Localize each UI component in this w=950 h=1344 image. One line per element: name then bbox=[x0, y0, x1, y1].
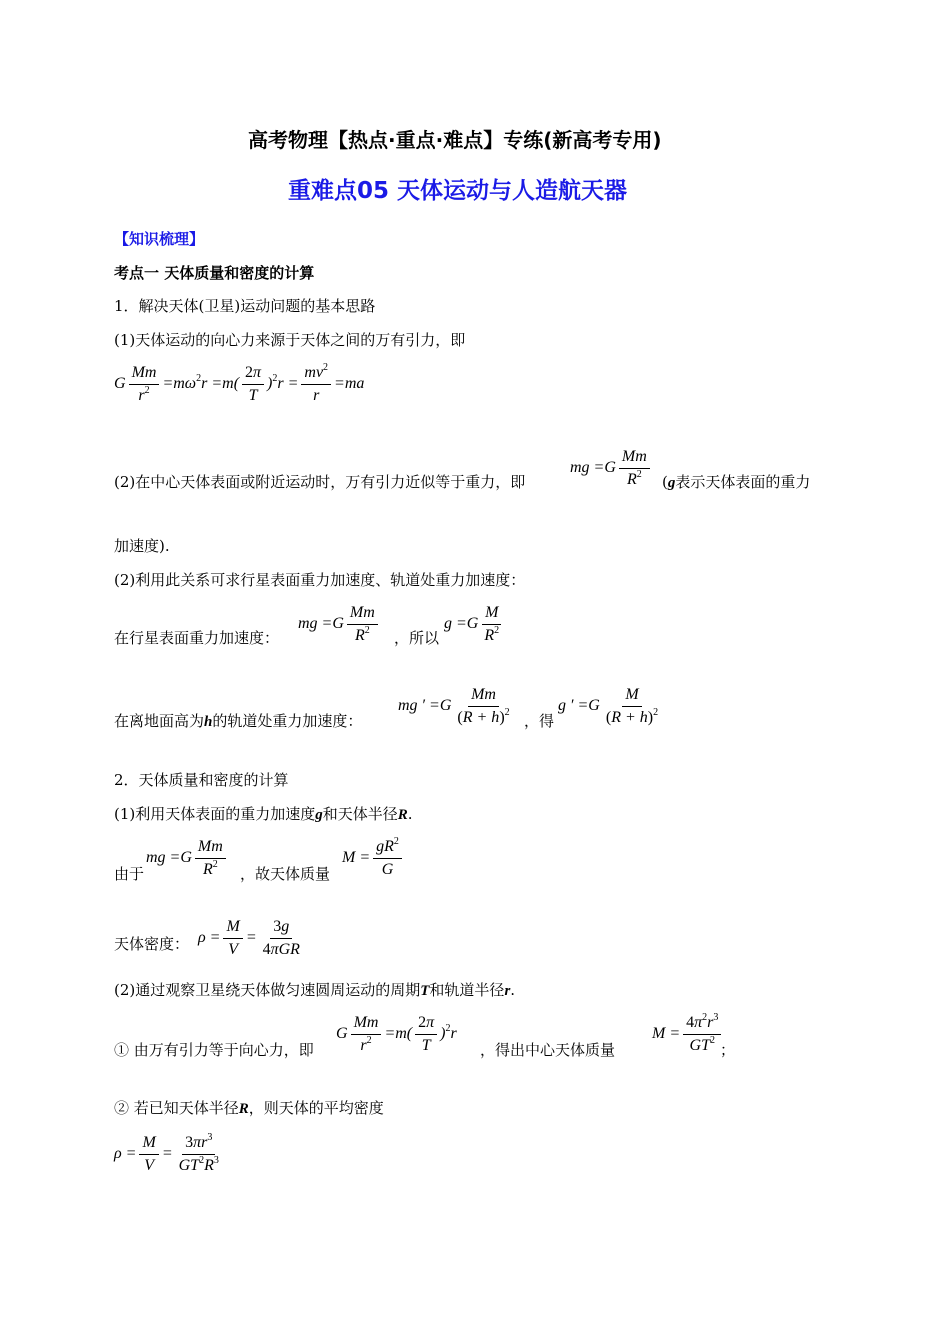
point1-line2: (2)在中心天体表面或附近运动时，万有引力近似等于重力，即 bbox=[114, 473, 526, 491]
point2-line5-end: ； bbox=[720, 1041, 736, 1059]
point1-line4-so: ，所以 bbox=[394, 629, 440, 647]
point1-line5-get: ，得 bbox=[524, 712, 555, 730]
point1-line4-label: 在行星表面重力加速度： bbox=[114, 629, 280, 647]
point2-line5-label: ① 由万有引力等于向心力，即 bbox=[114, 1041, 314, 1059]
formula-surface-mg: mg =G $\frac{Mm}{R^2}$ bbox=[298, 604, 381, 645]
point2-line6: ② 若已知天体半径R，则天体的平均密度 bbox=[114, 1099, 384, 1117]
point2-line4: (2)通过观察卫星绕天体做匀速圆周运动的周期T和轨道半径r. bbox=[114, 981, 516, 999]
formula-mass-T: M = $\frac{4\pi^2r^3}{GT^2}$ bbox=[652, 1014, 724, 1055]
point1-line2-tail: (g表示天体表面的重力 bbox=[662, 473, 811, 491]
formula-mass-M: M = $\frac{gR^2}{G}$ bbox=[342, 838, 405, 879]
point2-line2-label: 由于 bbox=[114, 865, 145, 883]
formula-gravity-surface: mg =G $\frac{Mm}{R^2}$ bbox=[570, 448, 653, 489]
point1-heading: 1．解决天体(卫星)运动问题的基本思路 bbox=[114, 297, 376, 315]
point1-line5: 在离地面高为h的轨道处重力加速度： bbox=[114, 712, 363, 730]
formula-mass-mg: mg =G $\frac{Mm}{R^2}$ bbox=[146, 838, 229, 879]
point1-line3: (2)利用此关系可求行星表面重力加速度、轨道处重力加速度： bbox=[114, 571, 526, 589]
formula-orbit-g: g ′ =G $\frac{M}{(R + h)^2}$ bbox=[558, 686, 659, 726]
point2-line2-mass: ，故天体质量 bbox=[240, 865, 331, 883]
point2-line3-label: 天体密度： bbox=[114, 935, 190, 953]
point2-line1: (1)利用天体表面的重力加速度g和天体半径R. bbox=[114, 805, 413, 823]
formula-centripetal-2: G $\frac{Mm}{r^2}$ =m( $\frac{2\pi}{T}$ )$^2$r bbox=[336, 1014, 457, 1054]
point2-heading: 2．天体质量和密度的计算 bbox=[114, 771, 289, 789]
formula-surface-g: g =G $\frac{M}{R^2}$ bbox=[444, 604, 505, 645]
kaodian-heading: 考点一 天体质量和密度的计算 bbox=[114, 264, 315, 282]
formula-density-1: ρ = $\frac{M}{V}$ = $\frac{3g}{\text{4πGR}}$ bbox=[198, 918, 300, 958]
point2-line5-mass: ，得出中心天体质量 bbox=[480, 1041, 616, 1059]
formula-orbit-mg: mg ′ =G $\frac{Mm}{(R + h)^2}$ bbox=[398, 686, 510, 726]
point1-line1: (1)天体运动的向心力来源于天体之间的万有引力，即 bbox=[114, 331, 466, 349]
point1-line2-cont: 加速度). bbox=[114, 537, 170, 555]
page-title: 高考物理【热点·重点·难点】专练(新高考专用) bbox=[248, 128, 662, 152]
formula-centripetal: G $\frac{Mm}{r^2}$ $=m\omega^2r =m$( $\frac{2\pi}{T}$ )$^2$r = $\frac{mv^2}{r}$ =ma bbox=[114, 362, 365, 404]
page-subtitle: 重难点05 天体运动与人造航天器 bbox=[288, 178, 628, 204]
formula-density-2: ρ = $\frac{M}{V}$ = $\frac{3\pi r^3}{GT^2R^3}$ bbox=[114, 1132, 219, 1174]
section-label: 【知识梳理】 bbox=[114, 230, 205, 248]
